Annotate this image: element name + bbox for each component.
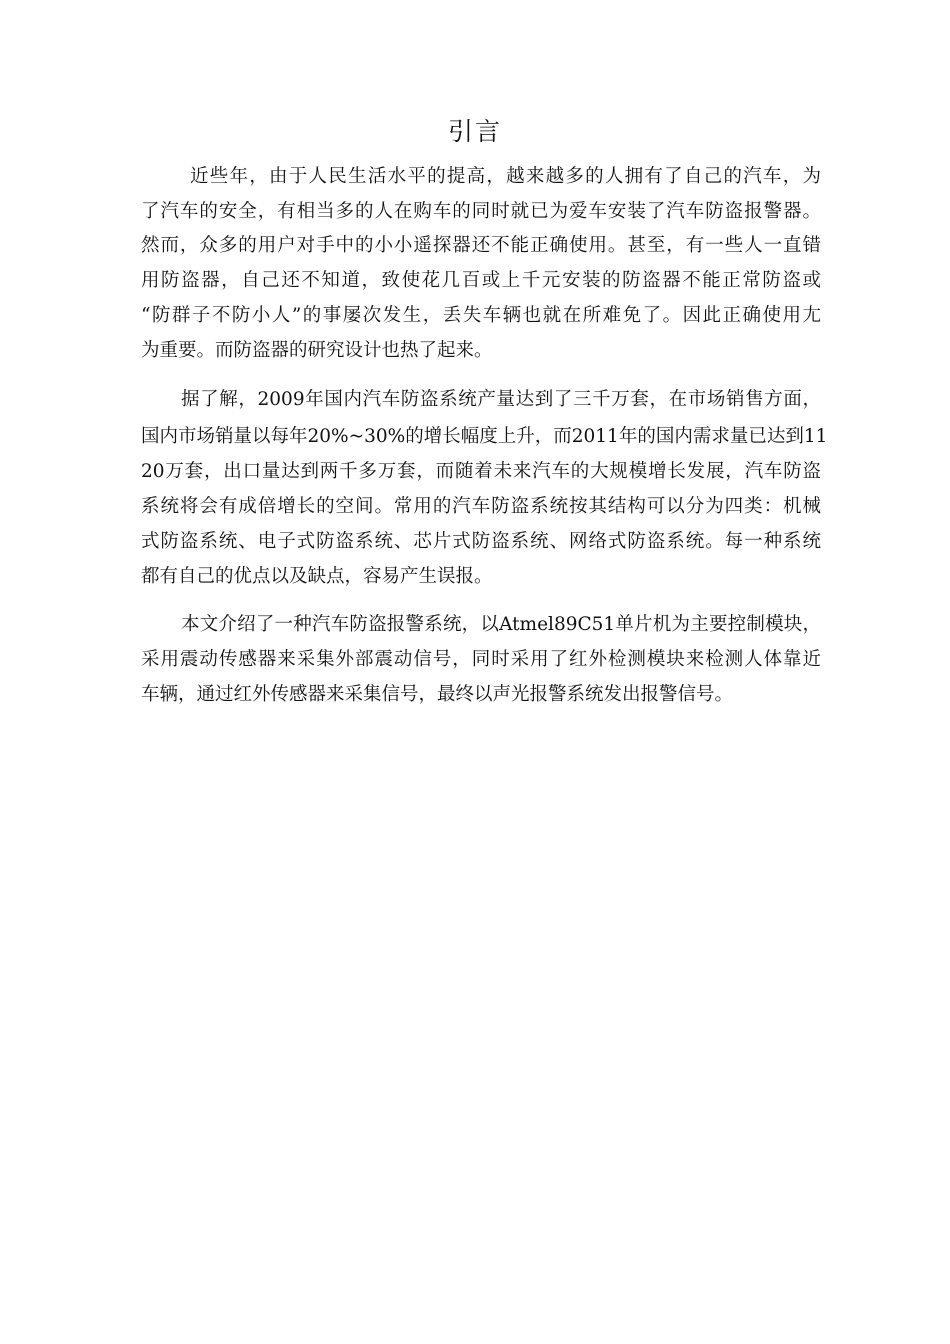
paragraph-line: 据了解，2009年国内汽车防盗系统产量达到了三千万套，在市场销售方面， [181,389,821,410]
paragraph-line: 为重要。而防盗器的研究设计也热了起来。 [141,340,493,361]
paragraph-line: 20万套，出口量达到两千多万套，而随着未来汽车的大规模增长发展，汽车防盗 [141,461,821,482]
page-title: 引言 [447,117,502,146]
paragraph-line: 了汽车的安全，有相当多的人在购车的同时就已为爱车安装了汽车防盗报警器。 [141,201,821,222]
paragraph-line: “防群子不防小人”的事屡次发生，丢失车辆也就在所难免了。因此正确使用尢 [141,305,821,326]
paragraph-line: 近些年，由于人民生活水平的提高，越来越多的人拥有了自己的汽车，为 [190,166,821,187]
paragraph-line: 采用震动传感器来采集外部震动信号，同时采用了红外检测模块来检测人体靠近 [141,649,821,670]
paragraph-line: 用防盗器，自己还不知道，致使花几百或上千元安装的防盗器不能正常防盗或 [141,270,821,291]
paragraph-line: 式防盗系统、电子式防盗系统、芯片式防盗系统、网络式防盗系统。每一种系统 [141,531,821,552]
paragraph-line: 系统将会有成倍增长的空间。常用的汽车防盗系统按其结构可以分为四类：机械 [141,496,821,517]
paragraph-line: 本文介绍了一种汽车防盗报警系统，以Atmel89C51单片机为主要控制模块， [181,614,821,635]
paragraph-line: 国内市场销量以每年20%~30%的增长幅度上升，而2011年的国内需求量已达到11 [141,426,828,447]
paragraph-line: 车辆，通过红外传感器来采集信号，最终以声光报警系统发出报警信号。 [141,684,734,705]
paragraph-line: 然而，众多的用户对手中的小小遥探器还不能正确使用。甚至，有一些人一直错 [141,235,821,256]
paragraph-line: 都有自己的优点以及缺点，容易产生误报。 [141,566,493,587]
